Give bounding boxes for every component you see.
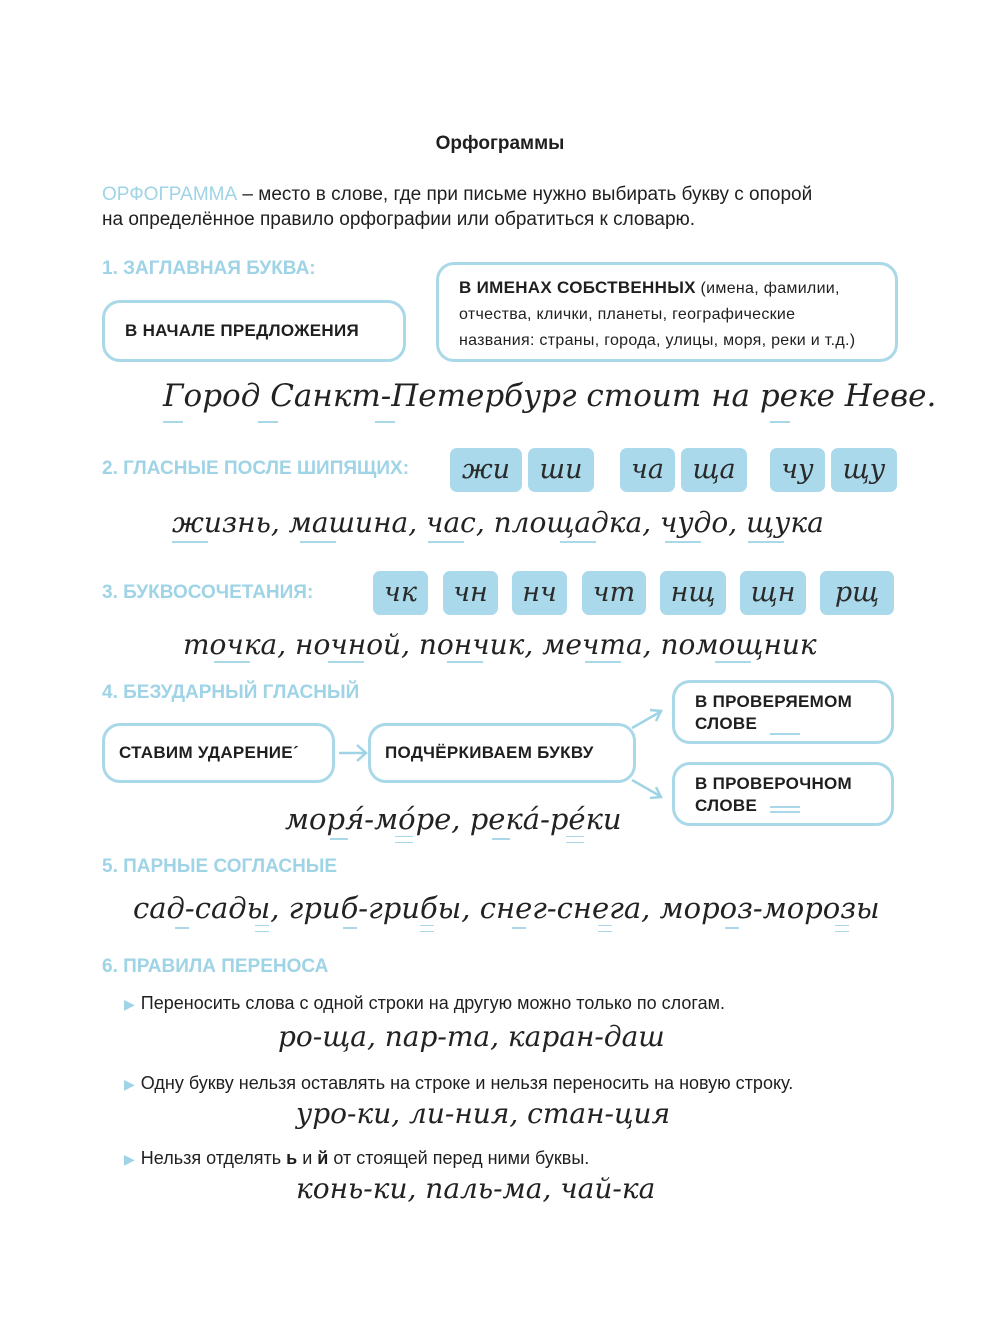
box-proper-names-bold: В ИМЕНАХ СОБСТВЕННЫХ [459,278,696,297]
box-checked-word-l2: СЛОВЕ [695,714,758,733]
tile-cha: ча [620,448,675,492]
example-letter-combinations: точка, ночной, пончик, мечта, помощник [183,628,817,661]
tile-shchu: щу [831,448,897,492]
box-underline-letter [368,723,636,783]
underline-mark [258,421,278,423]
rule-3-text-a: Нельзя отделять [140,1148,287,1168]
intro-line2: на определённое правило орфографии или обратиться к словарю. [102,209,696,230]
box-put-stress-label: СТАВИМ УДАРЕНИЕ [119,743,293,762]
box-checking-word [672,762,894,826]
double-underline-mark [598,925,612,932]
underline-mark [330,838,348,840]
box-put-stress [102,723,335,783]
underline-mark [585,661,621,663]
underline-mark [428,541,464,543]
section-3-heading: 3. БУКВОСОЧЕТАНИЯ: [102,582,314,603]
rule-1-text: Переносить слова с одной строки на другую можно только по слогам. [140,993,725,1013]
underline-mark [560,541,596,543]
stress-mark: ´ [292,743,299,762]
double-underline-mark [420,925,434,932]
tile-chn: чн [443,571,498,615]
underline-mark [163,421,183,423]
underline-mark [328,661,364,663]
example-capital-letter: Город Санкт-Петербург стоит на реке Неве. [163,378,937,414]
example-paired-consonants: сад-сады, гриб-грибы, снег-снега, мороз-морозы [133,891,880,925]
underline-mark [172,541,208,543]
tile-chk: чк [373,571,428,615]
double-underline-mark [566,836,584,843]
bullet-triangle-icon: ▶ [124,1151,135,1167]
section-2-heading: 2. ГЛАСНЫЕ ПОСЛЕ ШИПЯЩИХ: [102,458,410,479]
underline-mark [375,421,395,423]
arrow-right-icon [337,735,371,771]
underline-mark [175,927,189,929]
underline-mark [343,927,357,929]
box-sentence-start [102,300,406,362]
box-checked-word-l1: В ПРОВЕРЯЕМОМ [695,692,853,711]
double-underline-mark [395,836,413,843]
example-rule-2: уро-ки, ли-ния, стан-ция [296,1097,671,1130]
page-title: Орфограммы [435,133,565,154]
rule-1 [124,993,725,1014]
example-rule-1: ро-ща, пар-та, каран-даш [278,1020,665,1053]
box-checking-word-l2: СЛОВЕ [695,796,758,815]
box-underline-letter-label: ПОДЧЁРКИВАЕМ БУКВУ [385,743,594,762]
section-6-heading: 6. ПРАВИЛА ПЕРЕНОСА [102,956,329,977]
underline-mark [512,927,526,929]
underline-mark [447,661,483,663]
example-rule-3: конь-ки, паль-ма, чай-ка [296,1172,656,1205]
box-checked-word [672,680,894,744]
underline-mark [748,541,784,543]
tile-nshch: нщ [660,571,726,615]
tile-chu: чу [770,448,825,492]
intro-line1: – место в слове, где при письме нужно выбирать букву с опорой [237,184,813,205]
box-proper-names-l1: (имена, фамилии, [695,280,840,297]
box-checking-word-l1: В ПРОВЕРОЧНОМ [695,774,853,793]
bullet-triangle-icon: ▶ [124,1076,135,1092]
tile-zhi: жи [450,448,522,492]
tile-rshch: рщ [820,571,894,615]
rule-3-soft-sign: ь [286,1148,298,1168]
section-1-heading: 1. ЗАГЛАВНАЯ БУКВА: [102,258,316,279]
tile-cht: чт [582,571,646,615]
underline-mark [715,661,751,663]
rule-2-text: Одну букву нельзя оставлять на строке и нельзя переносить на новую строку. [140,1073,794,1093]
example-sibilants: жизнь, машина, час, площадка, чудо, щука [172,506,824,539]
rule-3-text-c: и [297,1148,318,1168]
intro-term: ОРФОГРАММА [102,184,238,205]
box-proper-names [436,262,898,362]
box-proper-names-l2: отчества, клички, планеты, географические [459,306,796,323]
section-5-heading: 5. ПАРНЫЕ СОГЛАСНЫЕ [102,856,338,877]
underline-mark [665,541,701,543]
branch-arrows-icon [628,700,668,810]
rule-2 [124,1073,793,1094]
underline-mark [770,421,790,423]
box-sentence-start-label: В НАЧАЛЕ ПРЕДЛОЖЕНИЯ [125,321,360,340]
double-underline-mark [255,925,269,932]
rule-3 [124,1148,589,1169]
underline-mark [725,927,739,929]
tile-shchn: щн [740,571,806,615]
box-proper-names-l3: названия: страны, города, улицы, моря, реки и т.д.) [459,332,856,349]
underline-mark [300,541,336,543]
section-4-heading: 4. БЕЗУДАРНЫЙ ГЛАСНЫЙ [102,682,360,703]
underline-mark [214,661,250,663]
bullet-triangle-icon: ▶ [124,996,135,1012]
single-underline-icon [770,733,800,735]
intro-definition [102,182,902,232]
double-underline-icon [770,806,800,813]
example-unstressed-vowel: моря́-мо́ре, река́-ре́ки [285,802,622,836]
double-underline-mark [835,925,849,932]
tile-nch: нч [512,571,567,615]
underline-mark [492,838,510,840]
tile-shi: ши [528,448,594,492]
rule-3-text-e: от стоящей перед ними буквы. [328,1148,590,1168]
tile-shcha: ща [681,448,747,492]
rule-3-short-i: й [317,1148,329,1168]
